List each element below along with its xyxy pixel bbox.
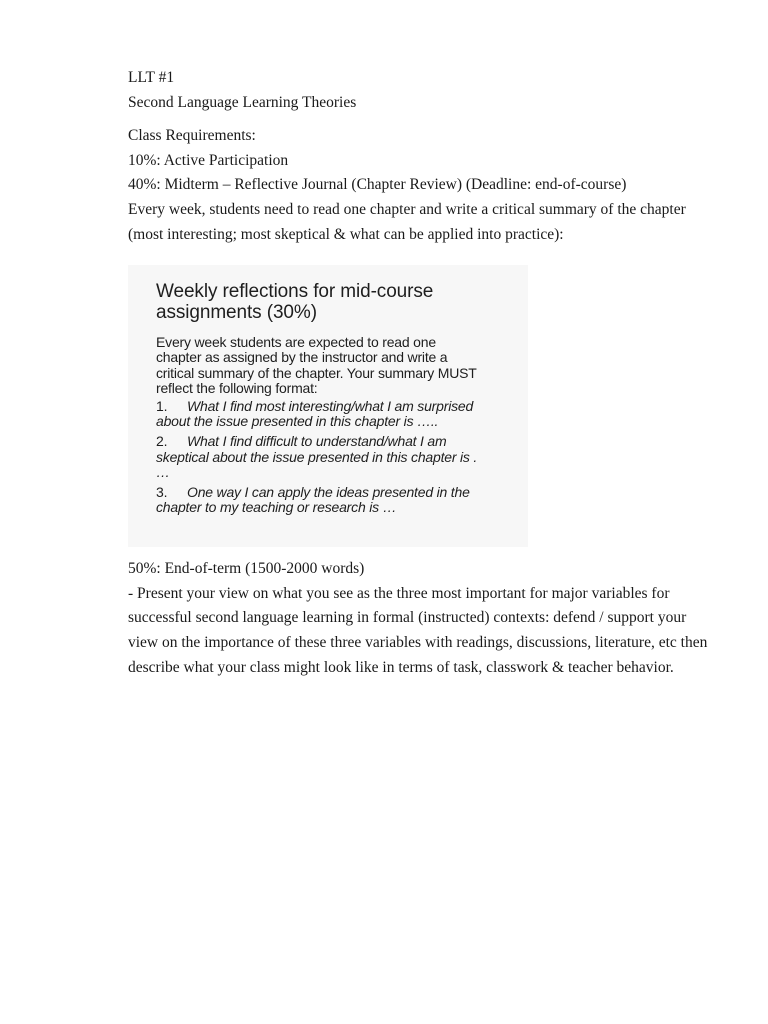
requirement-endterm: 50%: End-of-term (1500-2000 words) [128, 560, 365, 578]
item-text: One way I can apply the ideas presented in the [187, 483, 470, 500]
figure-body-line: reflect the following format: [156, 379, 318, 396]
requirement-participation: 10%: Active Participation [128, 151, 289, 169]
item-text: chapter to my teaching or research is … [156, 499, 397, 516]
item-text: skeptical about the issue presented in this chapter is . [156, 448, 478, 465]
figure-title-line-1: Weekly reflections for mid-course [156, 281, 434, 303]
item-text: about the issue presented in this chapter is ….. [156, 413, 439, 430]
item-number: 3. [156, 483, 168, 500]
item-text: … [156, 463, 170, 480]
requirements-heading: Class Requirements: [128, 127, 256, 145]
figure-list-item-3 [156, 485, 506, 515]
item-text: What I find difficult to understand/what I am [187, 433, 447, 450]
figure-title-line-2: assignments (30%) [156, 302, 317, 324]
item-number: 2. [156, 433, 168, 450]
figure-list-item-2 [156, 434, 506, 480]
endterm-description: - Present your view on what you see as the three most important for major variables for successful second language learning in formal (instructed) contexts: defend / support your view on the importance of these three variables with readings, discussions, literature, etc then describe what your class might look like in terms of task, classwork & teacher behavior. [128, 584, 708, 676]
weekly-reflections-figure [128, 265, 528, 547]
figure-list-item-1 [156, 399, 506, 429]
figure-body-line: chapter as assigned by the instructor and write a [156, 349, 448, 366]
figure-body-line: Every week students are expected to read one [156, 334, 436, 351]
item-text: What I find most interesting/what I am surprised [187, 397, 474, 414]
document-body [128, 66, 718, 680]
figure-body-line: critical summary of the chapter. Your summary MUST [156, 364, 477, 381]
course-code: LLT #1 [128, 69, 175, 86]
spacer [128, 115, 718, 124]
midterm-description: Every week, students need to read one chapter and write a critical summary of the chapter (most interesting; most skeptical & what can be applied into practice): [128, 200, 686, 243]
requirement-midterm: 40%: Midterm – Reflective Journal (Chapter Review) (Deadline: end-of-course) [128, 176, 627, 194]
course-title: Second Language Learning Theories [128, 93, 357, 111]
figure-intro [156, 335, 506, 396]
item-number: 1. [156, 397, 168, 414]
